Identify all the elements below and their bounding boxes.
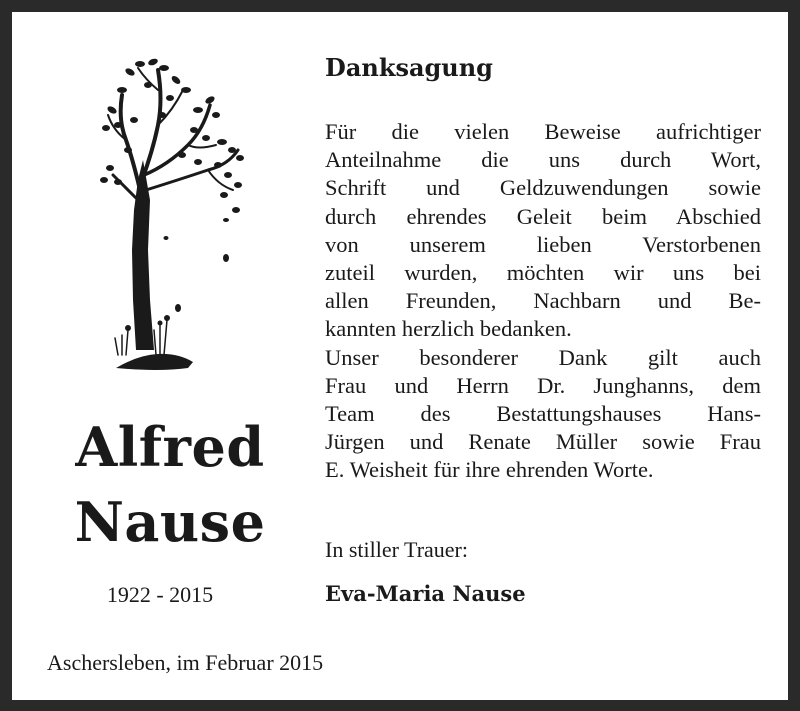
message-line: Anteilnahme die uns durch Wort,	[325, 147, 761, 173]
closing-phrase: In stiller Trauer:	[325, 537, 468, 562]
message-line: zuteil wurden, möchten wir uns bei	[325, 259, 761, 285]
message-line: von unserem lieben Verstorbenen	[325, 231, 761, 257]
message-line: Jürgen und Renate Müller sowie Frau	[325, 429, 761, 455]
message-line: allen Freunden, Nachbarn und Be-	[325, 288, 761, 314]
deceased-first-name: Alfred	[75, 415, 265, 479]
message-text	[325, 118, 761, 484]
place-date: Aschersleben, im Februar 2015	[47, 650, 324, 675]
deceased-last-name: Nause	[74, 490, 266, 554]
message-line: Team des Bestattungshauses Hans-	[325, 400, 761, 426]
message-line: Unser besonderer Dank gilt auch	[325, 344, 761, 370]
message-line: durch ehrendes Geleit beim Abschied	[325, 203, 761, 229]
message-line: kannten herzlich bedanken.	[325, 316, 572, 342]
tree-silhouette-icon	[98, 50, 248, 380]
message-line: Für die vielen Beweise aufrichtiger	[325, 119, 761, 144]
message-line: E. Weisheit für ihre ehrenden Worte.	[325, 457, 654, 483]
message-line: Frau und Herrn Dr. Junghanns, dem	[325, 372, 761, 398]
message-line: Schrift und Geldzuwendungen sowie	[325, 175, 761, 201]
heading: Danksagung	[325, 53, 493, 82]
life-years: 1922 - 2015	[106, 582, 214, 607]
signer-name: Eva-Maria Nause	[325, 581, 526, 606]
